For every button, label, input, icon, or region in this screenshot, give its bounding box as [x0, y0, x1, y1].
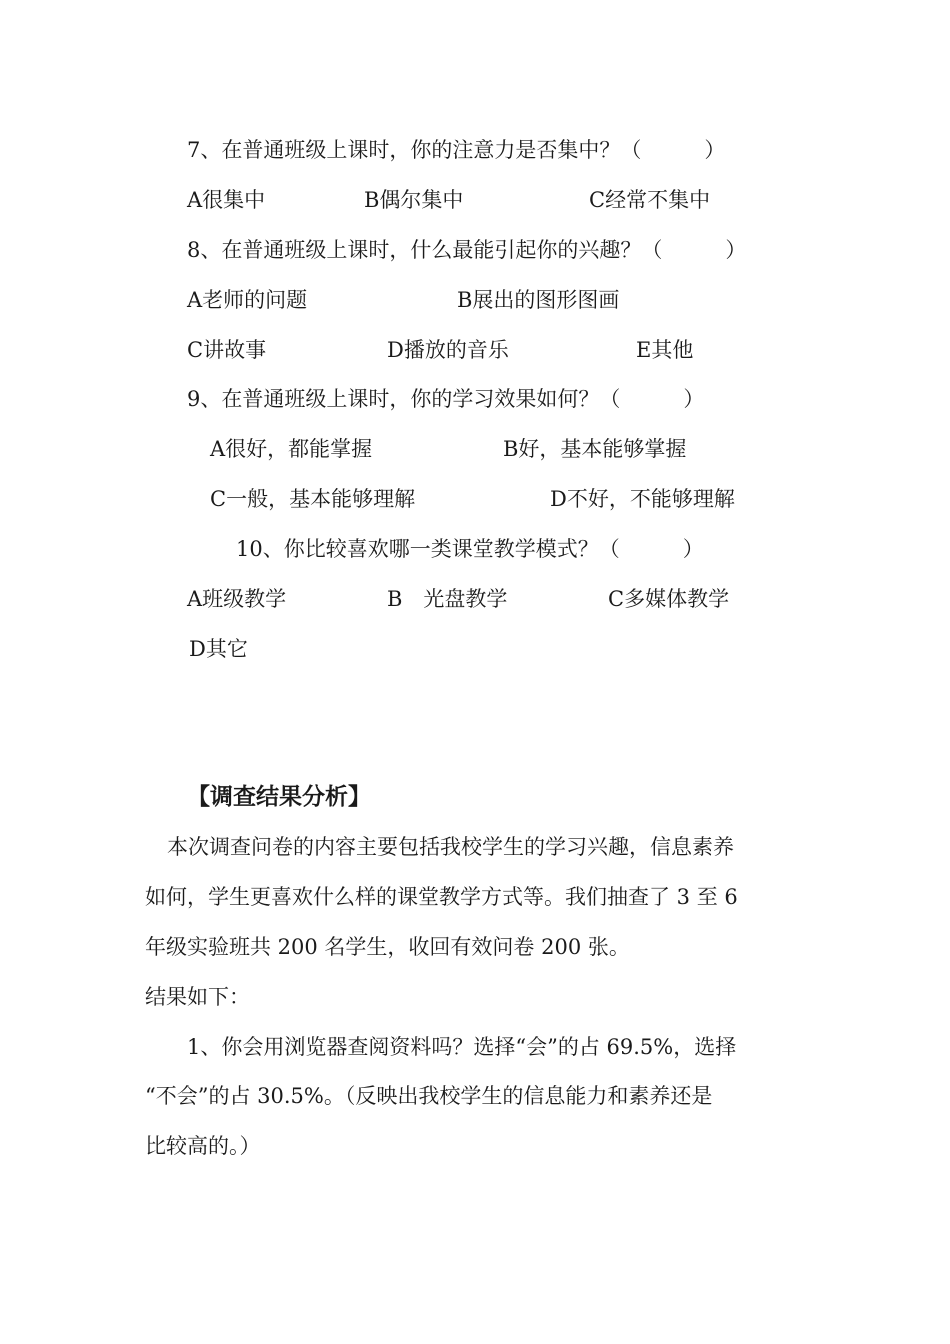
- q10-option-b: B 光盘教学: [387, 587, 508, 611]
- question-9: 9、在普通班级上课时，你的学习效果如何？（ ）: [187, 387, 705, 411]
- result-1-line-1: 1、你会用浏览器查阅资料吗？选择“会”的占 69.5%，选择: [187, 1035, 737, 1059]
- q8-option-e: E其他: [636, 338, 694, 362]
- analysis-paragraph-line-2: 如何，学生更喜欢什么样的课堂教学方式等。我们抽查了 3 至 6: [145, 885, 738, 909]
- analysis-paragraph-line-3: 年级实验班共 200 名学生，收回有效问卷 200 张。: [145, 935, 630, 959]
- q8-option-d: D播放的音乐: [387, 338, 509, 362]
- analysis-paragraph-line-1: 本次调查问卷的内容主要包括我校学生的学习兴趣，信息素养: [167, 835, 734, 859]
- q9-option-c: C一般，基本能够理解: [210, 487, 416, 511]
- q8-option-b: B展出的图形图画: [457, 288, 620, 312]
- q9-option-b: B好，基本能够掌握: [503, 437, 687, 461]
- question-10: 10、你比较喜欢哪一类课堂教学模式？（ ）: [236, 537, 704, 561]
- q7-option-b: B偶尔集中: [364, 188, 464, 212]
- question-8: 8、在普通班级上课时，什么最能引起你的兴趣？（ ）: [187, 238, 747, 262]
- question-7: 7、在普通班级上课时，你的注意力是否集中？（ ）: [187, 138, 726, 162]
- q7-option-c: C经常不集中: [589, 188, 711, 212]
- q10-option-c: C多媒体教学: [608, 587, 730, 611]
- q9-option-d: D不好，不能够理解: [550, 487, 735, 511]
- results-label: 结果如下：: [145, 985, 250, 1009]
- q10-option-d: D其它: [189, 637, 248, 661]
- q8-option-c: C讲故事: [187, 338, 267, 362]
- q8-option-a: A老师的问题: [187, 288, 308, 312]
- q7-option-a: A很集中: [187, 188, 266, 212]
- q9-option-a: A很好，都能掌握: [210, 437, 373, 461]
- q10-option-a: A班级教学: [187, 587, 287, 611]
- result-1-line-2: “不会”的占 30.5%。（反映出我校学生的信息能力和素养还是: [145, 1084, 713, 1108]
- result-1-line-3: 比较高的。）: [145, 1134, 261, 1158]
- analysis-heading: 【调查结果分析】: [187, 784, 371, 810]
